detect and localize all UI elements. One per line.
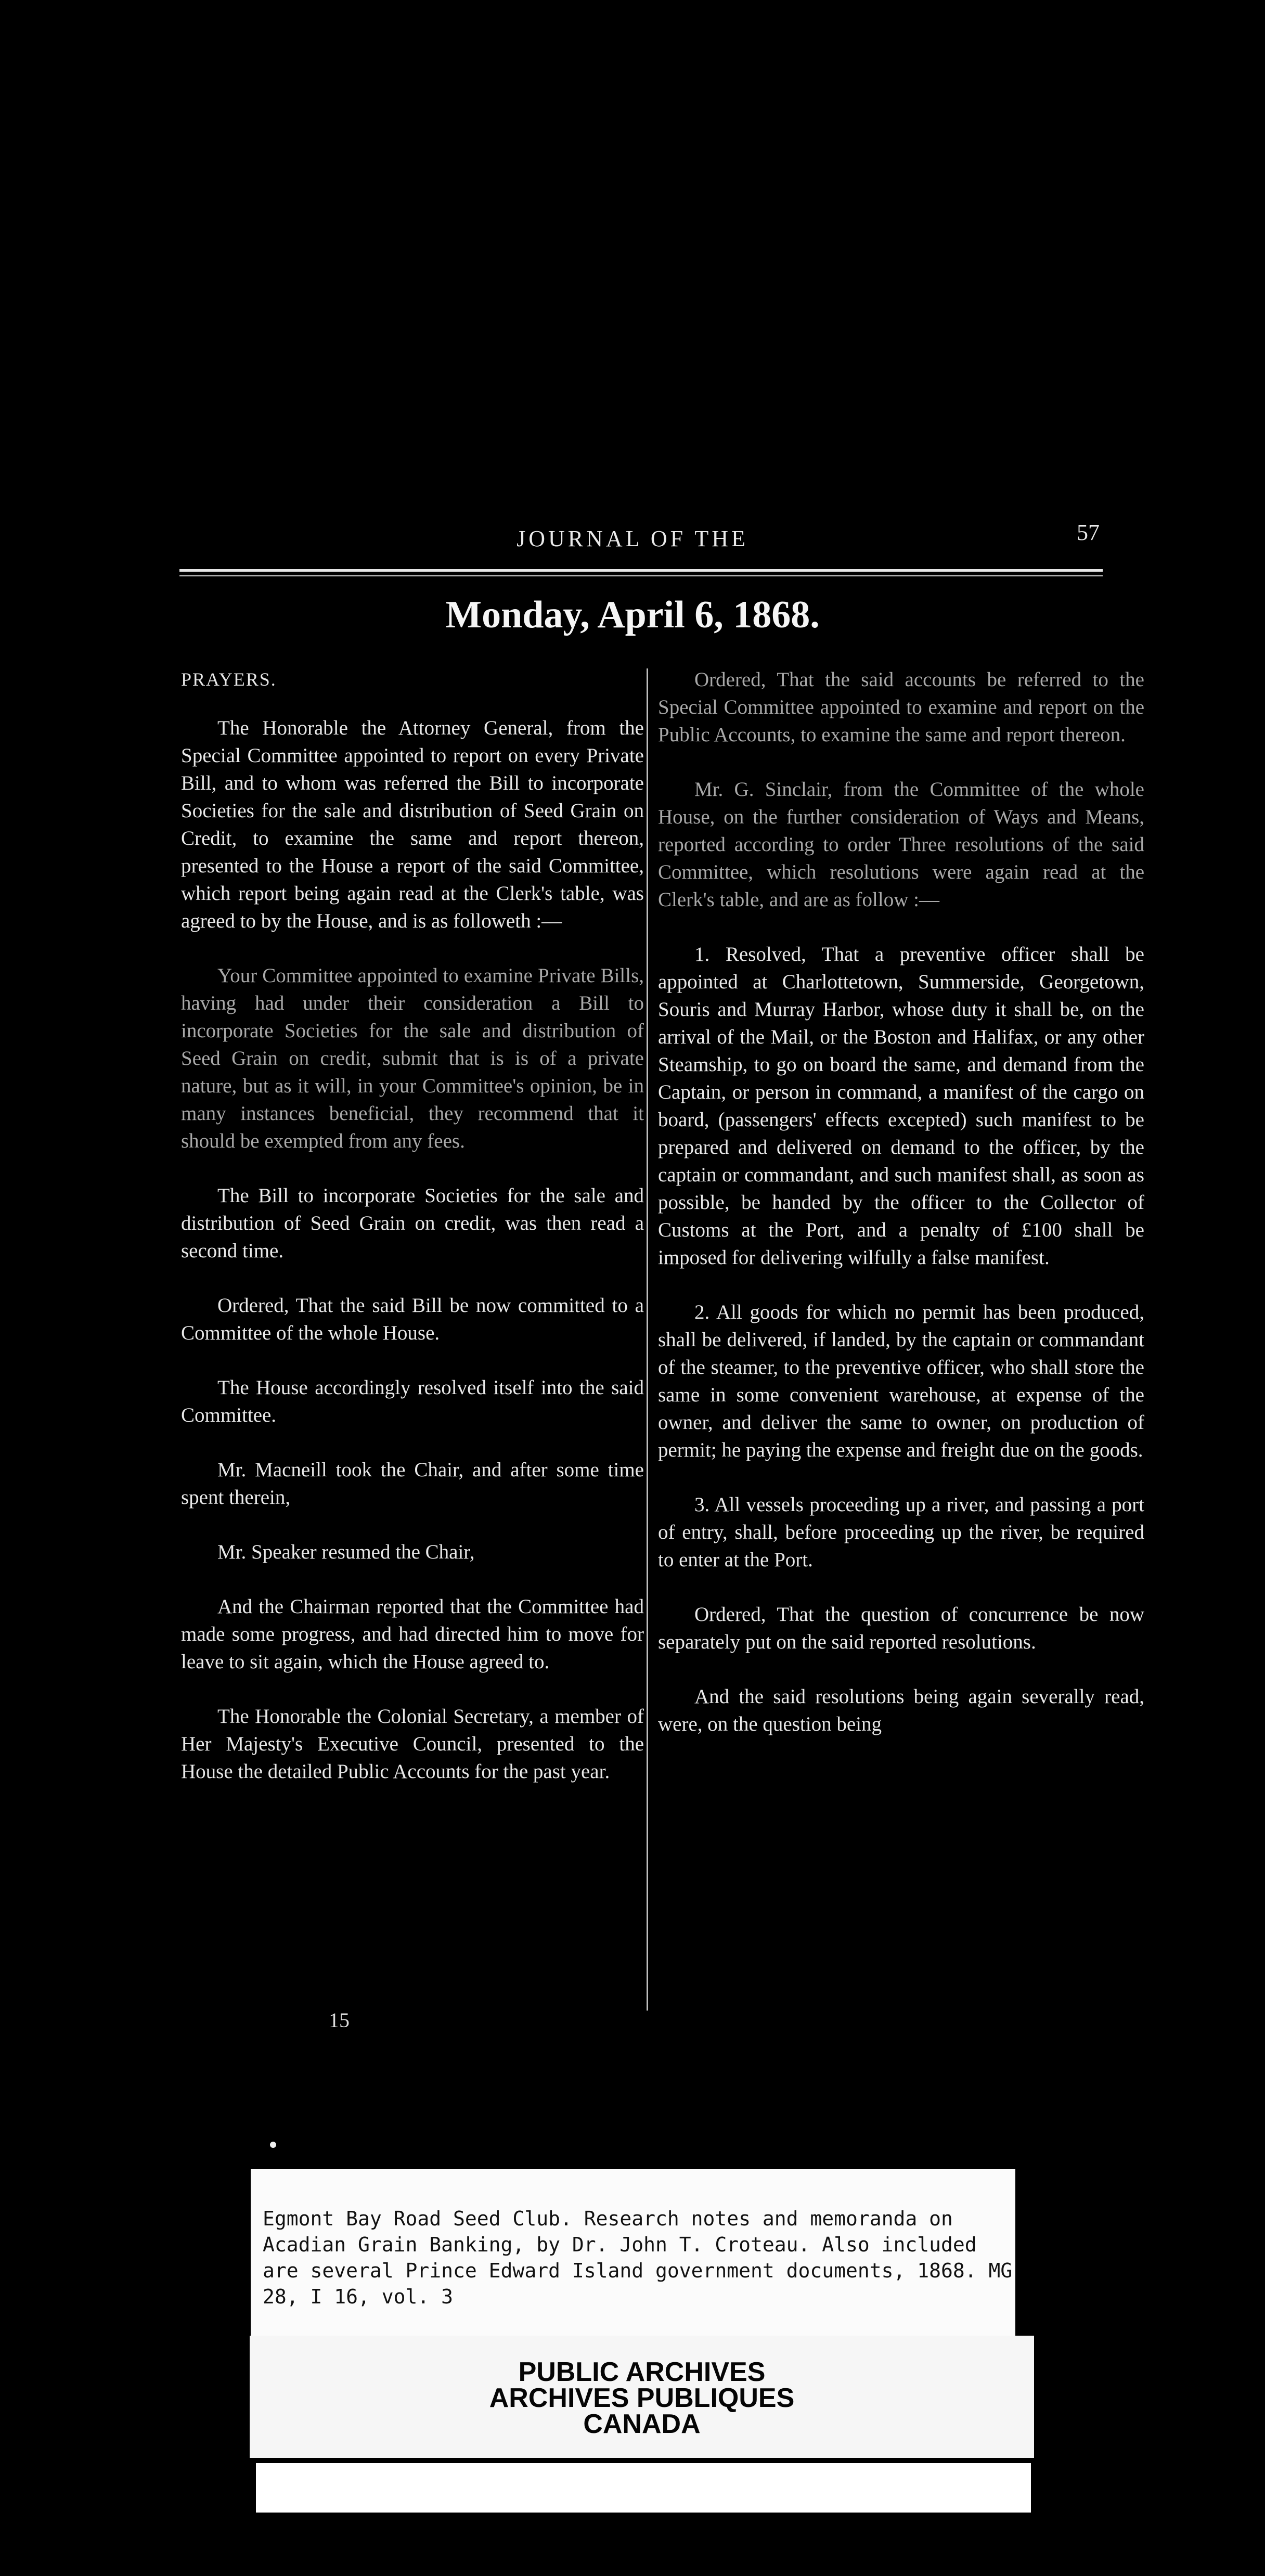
left-column bbox=[181, 666, 644, 1812]
column-divider bbox=[647, 668, 648, 2011]
right-column bbox=[658, 666, 1144, 1765]
header-rule-thin bbox=[179, 575, 1103, 576]
left-paragraph: The Bill to incorporate Societies for the sale and distribution of Seed Grain on credit, was then read a second time. bbox=[181, 1184, 644, 1262]
blank-label-strip bbox=[256, 2463, 1031, 2513]
date-heading: Monday, April 6, 1868. bbox=[445, 594, 820, 636]
left-paragraph: The Honorable the Attorney General, from the Special Committee appointed to report on every Private Bill, and to whom was referred the Bill to incorporate Societies for the sale and distribution of Seed Grain on Credit, to examine the same and report thereon, presented to the House a report of the said Committee, which report being again read at the Clerk's table, was agreed to by the House, and is as followeth :— bbox=[181, 717, 644, 932]
signature-mark: 15 bbox=[329, 2008, 350, 2032]
page-number: 57 bbox=[1077, 520, 1100, 545]
archive-note-text: Egmont Bay Road Seed Club. Research notes and memoranda on Acadian Grain Banking, by Dr. John T. Croteau. Also included are several Prince Edward Island government documents, 1868. MG 28, I 16, vol. 3 bbox=[263, 2207, 1013, 2308]
right-paragraph: Mr. G. Sinclair, from the Committee of the whole House, on the further consideration of Ways and Means, reported according to order Three resolutions of the said Committee, which resolutions were again read at the Clerk's table, and are as follow :— bbox=[658, 778, 1144, 911]
journal-header-title: JOURNAL OF THE bbox=[517, 526, 748, 551]
speck-mark bbox=[270, 2142, 276, 2148]
left-paragraph: Mr. Macneill took the Chair, and after some time spent therein, bbox=[181, 1459, 644, 1509]
right-paragraph: 1. Resolved, That a preventive officer shall be appointed at Charlottetown, Summerside, Georgetown, Souris and Murray Harbor, whose duty it shall be, on the arrival of the Mail, or the Boston and Halifax, or any other Steamship, to go on board the same, and demand from the Captain, or person in command, a manifest of the cargo on board, (passengers' effects excepted) such manifest to be prepared and delivered on demand to the officer, by the captain or commandant, and such manifest shall, as soon as possible, be handed by the officer to the Collector of Customs at the Port, and a penalty of £100 shall be imposed for delivering wilfully a false manifest. bbox=[658, 943, 1144, 1269]
left-paragraph: Mr. Speaker resumed the Chair, bbox=[217, 1541, 475, 1563]
stamp-line-2: ARCHIVES PUBLIQUES bbox=[489, 2383, 795, 2413]
right-paragraph: Ordered, That the question of concurrence be now separately put on the said reported resolutions. bbox=[658, 1603, 1144, 1653]
archive-stamp bbox=[250, 2359, 1034, 2437]
prayers-heading: PRAYERS. bbox=[181, 669, 277, 690]
stamp-line-3: CANADA bbox=[583, 2409, 701, 2439]
left-paragraph: The House accordingly resolved itself into the said Committee. bbox=[181, 1376, 644, 1426]
left-paragraph: And the Chairman reported that the Committee had made some progress, and had directed him to move for leave to sit again, which the House agreed to. bbox=[181, 1595, 644, 1673]
left-paragraph: Your Committee appointed to examine Private Bills, having had under their consideration a Bill to incorporate Societies for the sale and distribution of Seed Grain on credit, submit that is is of a private nature, but as it will, in your Committee's opinion, be in many instances beneficial, they recommend that it should be exempted from any fees. bbox=[181, 964, 644, 1152]
left-paragraph: Ordered, That the said Bill be now committed to a Committee of the whole House. bbox=[181, 1294, 644, 1344]
right-paragraph: Ordered, That the said accounts be referred to the Special Committee appointed to examine and report on the Public Accounts, to examine the same and report thereon. bbox=[658, 668, 1144, 746]
right-paragraph: And the said resolutions being again severally read, were, on the question being bbox=[658, 1685, 1144, 1735]
left-paragraph: The Honorable the Colonial Secretary, a member of Her Majesty's Executive Council, presented to the House the detailed Public Accounts for the past year. bbox=[181, 1705, 644, 1783]
right-paragraph: 3. All vessels proceeding up a river, and passing a port of entry, shall, before proceeding up the river, be required to enter at the Port. bbox=[658, 1493, 1144, 1571]
header-rule bbox=[179, 569, 1103, 572]
right-paragraph: 2. All goods for which no permit has been produced, shall be delivered, if landed, by the captain or commandant of the steamer, to the preventive officer, who shall store the same in some convenient warehouse, at expense of the owner, and deliver the same to owner, on production of permit; he paying the expense and freight due on the goods. bbox=[658, 1301, 1144, 1461]
stamp-line-1: PUBLIC ARCHIVES bbox=[518, 2357, 766, 2387]
